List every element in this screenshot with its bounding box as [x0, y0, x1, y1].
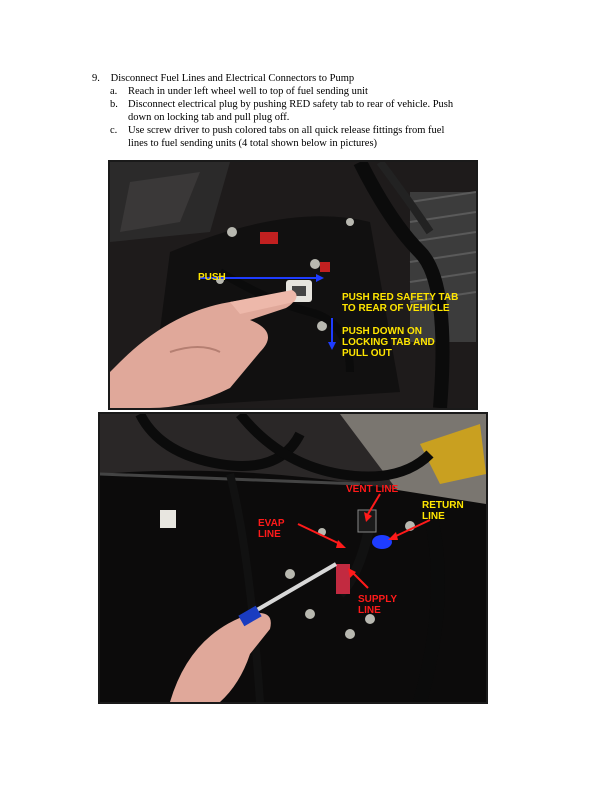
instruction-step — [92, 72, 512, 150]
step-title: Disconnect Fuel Lines and Electrical Connectors to Pump — [110, 73, 355, 84]
substep-letter: b. — [110, 99, 118, 110]
substep-c — [92, 124, 512, 150]
label-vent-line: VENT LINE — [346, 484, 399, 495]
label-locking-tab: PUSH DOWN ON LOCKING TAB AND PULL OUT — [342, 326, 435, 359]
substep-letter: c. — [110, 125, 118, 136]
photo-fuel-lines — [98, 412, 488, 704]
photo-electrical-connector — [108, 160, 478, 410]
photo-fuel-lines-illustration — [100, 414, 486, 702]
label-evap-line: EVAP LINE — [258, 518, 285, 540]
label-supply-line: SUPPLY LINE — [358, 594, 398, 616]
photo-electrical-connector-illustration — [110, 162, 476, 408]
substep-a — [92, 85, 512, 98]
substep-line: Use screw driver to push colored tabs on all quick release fittings from fuel — [128, 125, 445, 136]
substep-line: lines to fuel sending units (4 total shown below in pictures) — [128, 138, 378, 149]
label-safety-tab: PUSH RED SAFETY TAB TO REAR OF VEHICLE — [342, 292, 459, 314]
substep-b — [92, 98, 512, 124]
label-return-line: RETURN LINE — [422, 500, 464, 522]
substep-letter: a. — [110, 86, 118, 97]
substep-line: Reach in under left wheel well to top of fuel sending unit — [128, 86, 368, 97]
step-number: 9. — [92, 73, 100, 84]
substep-line: Disconnect electrical plug by pushing RED safety tab to rear of vehicle. Push — [128, 99, 454, 110]
substep-line: down on locking tab and pull plug off. — [128, 112, 290, 123]
label-push: PUSH — [198, 272, 226, 283]
step-heading — [92, 72, 512, 85]
